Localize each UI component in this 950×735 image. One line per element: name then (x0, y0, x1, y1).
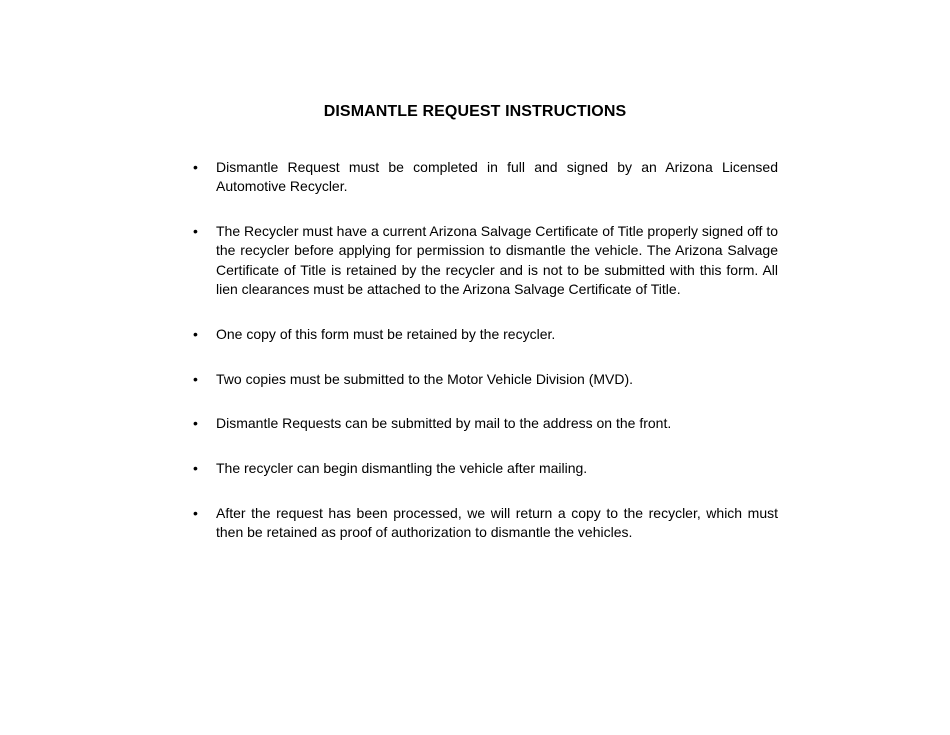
list-item-text: Dismantle Requests can be submitted by mail to the address on the front. (216, 415, 672, 432)
list-item-text: The recycler can begin dismantling the vehicle after mailing. (216, 460, 588, 477)
list-item (193, 158, 778, 197)
bullet-icon: • (193, 325, 198, 342)
list-item-text: One copy of this form must be retained by the recycler. (216, 325, 556, 342)
instructions-list (193, 158, 778, 568)
list-item-text: Dismantle Request must be completed in full and signed by an Arizona Licensed Automotive Recycler. (216, 159, 778, 195)
list-item-text: After the request has been processed, we will return a copy to the recycler, which must then be retained as proof of authorization to dismantle the vehicles. (216, 504, 778, 541)
list-item (193, 370, 778, 389)
list-item-text: Two copies must be submitted to the Motor Vehicle Division (MVD). (216, 370, 634, 387)
list-item (193, 414, 778, 433)
page-title: DISMANTLE REQUEST INSTRUCTIONS (323, 103, 627, 120)
bullet-icon: • (193, 159, 198, 175)
bullet-icon: • (193, 504, 198, 521)
bullet-icon: • (193, 223, 198, 240)
bullet-icon: • (193, 460, 198, 477)
list-item (193, 459, 778, 478)
list-item-text: The Recycler must have a current Arizona Salvage Certificate of Title properly signed off to the recycler before applying for permission to dismantle the vehicle. The Arizona Salvage Certificate of Title is retained by the recycler and is not to be submitted with this form. All lien clearances must be attached to the Arizona Salvage Certificate of Title. (216, 223, 778, 297)
list-item (193, 504, 778, 543)
list-item (193, 222, 778, 299)
bullet-icon: • (193, 415, 198, 432)
bullet-icon: • (193, 370, 198, 387)
list-item (193, 325, 778, 344)
